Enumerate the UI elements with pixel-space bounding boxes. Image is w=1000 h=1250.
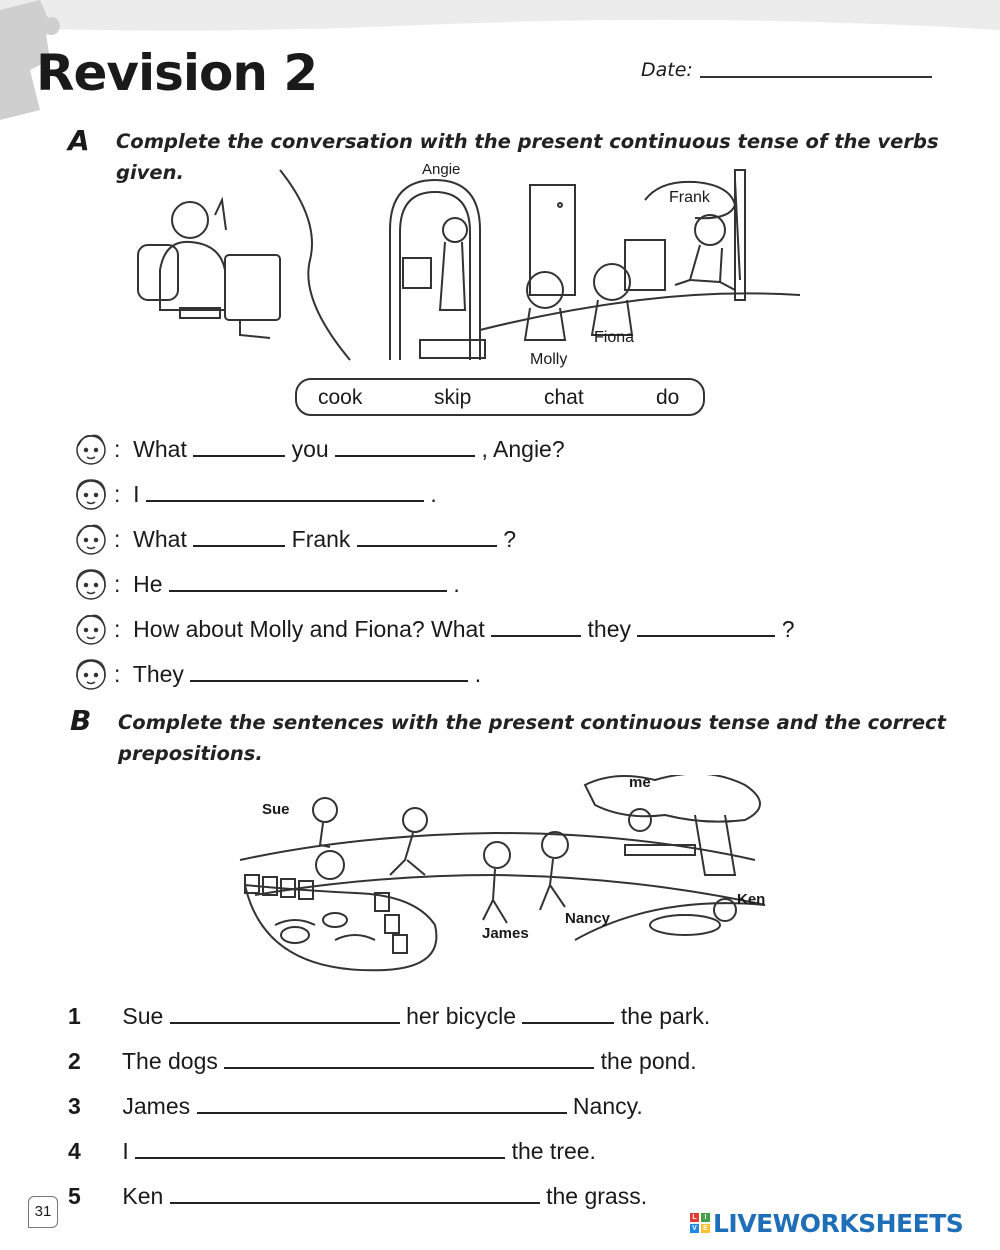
- dialogue-text: He: [133, 571, 163, 597]
- sentence-row: [68, 1138, 596, 1165]
- dialogue-text: you: [291, 436, 329, 462]
- header-wave-decoration: [0, 0, 1000, 48]
- answer-blank[interactable]: [335, 439, 475, 457]
- section-b-letter: B: [70, 704, 92, 737]
- section-a-instruction: Complete the conversation with the present continuous tense of the verbs given.: [116, 130, 939, 184]
- answer-blank[interactable]: [193, 439, 285, 457]
- sentence-text: The dogs: [121, 1048, 218, 1074]
- dialogue-text: What: [133, 526, 187, 552]
- dialogue-text: they: [587, 616, 632, 642]
- answer-blank[interactable]: [491, 619, 581, 637]
- answer-blank[interactable]: [170, 1186, 540, 1204]
- sentence-text: her bicycle: [406, 1003, 517, 1029]
- date-label: Date:: [641, 59, 693, 81]
- dialogue-text: .: [453, 571, 460, 597]
- sentence-text: Ken: [122, 1183, 164, 1209]
- park-scene-drawing: [235, 775, 775, 975]
- label-me: me: [629, 774, 651, 791]
- dialogue-text: Frank: [291, 526, 351, 552]
- logo-grid-icon: L I V E: [690, 1213, 710, 1233]
- liveworksheets-logo[interactable]: [690, 1208, 963, 1238]
- sentence-row: [68, 1093, 643, 1120]
- dialogue-text: , Angie?: [481, 436, 565, 462]
- answer-blank[interactable]: [135, 1141, 505, 1159]
- label-frank: Frank: [669, 189, 710, 206]
- boy-icon: [72, 430, 110, 468]
- sentence-text: I: [122, 1138, 129, 1164]
- dialogue-text: How about Molly and Fiona? What: [133, 616, 485, 642]
- sentence-text: the tree.: [511, 1138, 596, 1164]
- dialogue-text: They: [132, 661, 184, 687]
- dialogue-text: What: [133, 436, 187, 462]
- label-ken: Ken: [737, 891, 766, 908]
- section-a-letter: A: [68, 124, 90, 157]
- answer-blank[interactable]: [170, 1006, 400, 1024]
- dialogue-text: .: [474, 661, 482, 687]
- label-fiona: Fiona: [594, 329, 635, 346]
- label-sue: Sue: [262, 801, 290, 818]
- label-molly: Molly: [530, 351, 568, 368]
- sentence-row: [68, 1183, 647, 1210]
- sentence-number: 2: [68, 1048, 81, 1074]
- answer-blank[interactable]: [357, 529, 497, 547]
- label-james: James: [482, 925, 529, 942]
- dialogue-text: ?: [503, 526, 517, 552]
- sentence-text: James: [122, 1093, 191, 1119]
- girl-icon: [72, 475, 110, 513]
- answer-blank[interactable]: [224, 1051, 594, 1069]
- instruction-line: prepositions.: [118, 742, 263, 765]
- section-b-illustration: [235, 775, 775, 975]
- dialogue-text: ?: [781, 616, 795, 642]
- word-bank-item: do: [656, 386, 680, 409]
- answer-blank[interactable]: [190, 664, 468, 682]
- dialogue-text: I: [133, 481, 140, 507]
- boy-icon: [72, 520, 110, 558]
- sentence-row: [68, 1003, 710, 1030]
- sentence-number: 4: [68, 1138, 81, 1164]
- sentence-number: 5: [68, 1183, 81, 1209]
- answer-blank[interactable]: [637, 619, 775, 637]
- sentence-text: Sue: [122, 1003, 164, 1029]
- brand-name: LIVEWORKSHEETS: [713, 1208, 964, 1238]
- girl-icon: [72, 655, 110, 693]
- date-field[interactable]: [700, 76, 932, 78]
- page-number: 31: [28, 1196, 58, 1228]
- word-bank-item: cook: [318, 386, 363, 409]
- girl-icon: [72, 565, 110, 603]
- header-band: [0, 0, 1000, 48]
- answer-blank[interactable]: [193, 529, 285, 547]
- answer-blank[interactable]: [522, 1006, 614, 1024]
- label-nancy: Nancy: [565, 910, 611, 927]
- sentence-text: Nancy.: [572, 1093, 643, 1119]
- boy-icon: [72, 610, 110, 648]
- answer-blank[interactable]: [146, 484, 424, 502]
- answer-blank[interactable]: [197, 1096, 567, 1114]
- sentence-text: the park.: [620, 1003, 711, 1029]
- instruction-line: Complete the sentences with the present continuous tense and the correct: [118, 711, 946, 734]
- sentence-text: the grass.: [546, 1183, 648, 1209]
- word-bank-item: chat: [544, 386, 584, 409]
- dialogue-text: .: [430, 481, 437, 507]
- label-angie: Angie: [422, 161, 461, 178]
- sentence-number: 1: [68, 1003, 81, 1029]
- section-b-instruction: [118, 707, 946, 769]
- sentence-number: 3: [68, 1093, 81, 1119]
- word-bank-item: skip: [434, 386, 472, 409]
- sentence-row: [68, 1048, 697, 1075]
- page-title: Revision 2: [36, 44, 318, 102]
- answer-blank[interactable]: [169, 574, 447, 592]
- word-bank: [295, 378, 705, 416]
- sentence-text: the pond.: [600, 1048, 697, 1074]
